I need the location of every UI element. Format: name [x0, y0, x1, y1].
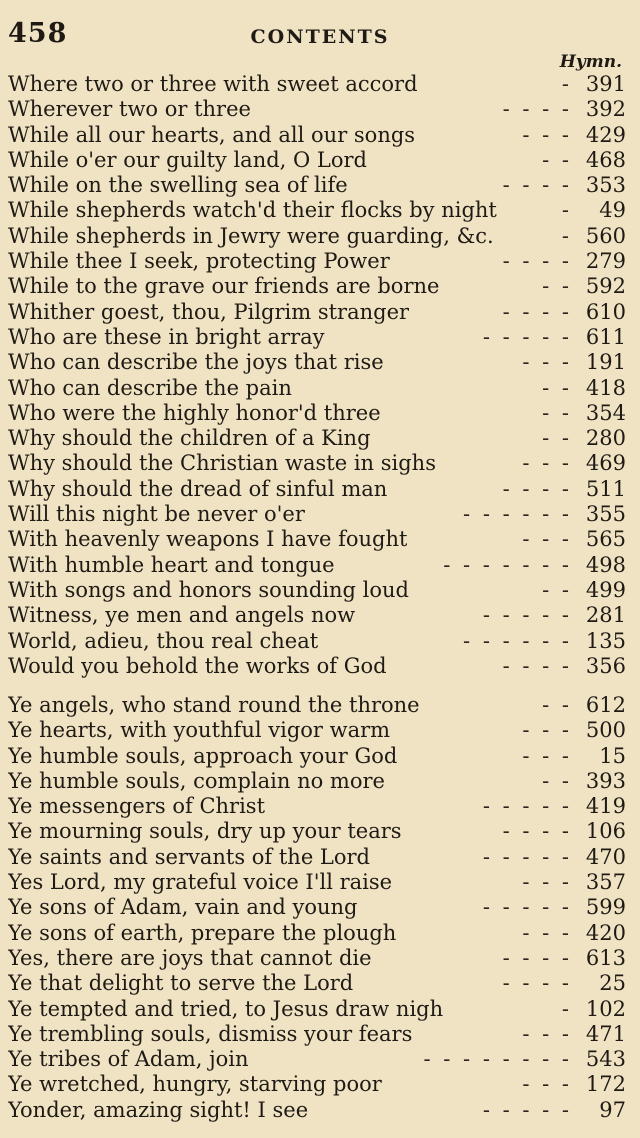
hymn-column-heading: Hymn. [559, 52, 622, 72]
hymn-first-line: While to the grave our friends are borne [8, 274, 440, 299]
hymn-first-line: Ye saints and servants of the Lord [8, 844, 371, 869]
dot-leader: - - [542, 375, 572, 400]
hymn-number: 420 [585, 920, 626, 945]
hymn-number: 106 [585, 819, 626, 844]
index-entry [8, 744, 626, 769]
hymn-number: 613 [585, 945, 626, 970]
hymn-number: 191 [585, 350, 626, 375]
index-entry [8, 845, 626, 870]
hymn-first-line: Yes Lord, my grateful voice I'll raise [8, 870, 393, 895]
dot-leader: - - - - [502, 945, 572, 970]
hymn-number: 49 [599, 198, 626, 223]
index-entry [8, 477, 626, 502]
hymn-first-line: While o'er our guilty land, O Lord [8, 147, 367, 172]
hymn-first-line: Ye trembling souls, dismiss your fears [8, 1021, 413, 1046]
hymn-first-line: Why should the dread of sinful man [8, 476, 388, 501]
dot-leader: - - - [522, 451, 572, 476]
index-entry [8, 198, 626, 223]
index-entry [8, 401, 626, 426]
hymn-first-line: Will this night be never o'er [8, 502, 305, 527]
hymn-number: 500 [585, 718, 626, 743]
index-entry [8, 769, 626, 794]
page-number: 458 [8, 18, 68, 49]
hymn-number: 543 [585, 1047, 626, 1072]
hymn-first-line: With songs and honors sounding loud [8, 577, 409, 602]
dot-leader: - - [542, 400, 572, 425]
hymn-number: 469 [585, 451, 626, 476]
index-entry [8, 895, 626, 920]
dot-leader: - - - - [502, 97, 572, 122]
index-entry [8, 451, 626, 476]
hymn-number: 470 [585, 844, 626, 869]
dot-leader: - - - - [502, 971, 572, 996]
dot-leader: - - - [522, 350, 572, 375]
dot-leader: - - [542, 693, 572, 717]
dot-leader: - - - - [502, 249, 572, 274]
hymn-first-line: Ye wretched, hungry, starving poor [8, 1072, 382, 1097]
hymn-first-line: World, adieu, thou real cheat [8, 628, 319, 653]
dot-leader: - - - - [502, 299, 572, 324]
index-entry [8, 249, 626, 274]
hymn-first-line: While on the swelling sea of life [8, 173, 348, 198]
hymn-number: 354 [585, 400, 626, 425]
index-group-w [8, 72, 626, 679]
hymn-number: 172 [585, 1072, 626, 1097]
hymn-first-line: Ye mourning souls, dry up your tears [8, 819, 402, 844]
index-entry [8, 1047, 626, 1072]
dot-leader: - [561, 72, 572, 96]
hymn-first-line: Yonder, amazing sight! I see [8, 1097, 309, 1122]
dot-leader: - - [542, 577, 572, 602]
dot-leader: - - - - [502, 173, 572, 198]
index-entry [8, 718, 626, 743]
hymn-number: 592 [585, 274, 626, 299]
hymn-first-line: Ye sons of earth, prepare the plough [8, 920, 397, 945]
index-entry [8, 72, 626, 97]
index-entry [8, 603, 626, 628]
index-entry [8, 553, 626, 578]
hymn-first-line: With humble heart and tongue [8, 552, 335, 577]
hymn-number: 612 [585, 693, 626, 717]
hymn-first-line: Ye tempted and tried, to Jesus draw nigh [8, 996, 444, 1021]
hymn-first-line: Ye angels, who stand round the throne [8, 693, 420, 717]
index-entry [8, 946, 626, 971]
index-entry [8, 426, 626, 451]
hymn-number: 499 [585, 577, 626, 602]
hymn-first-line: With heavenly weapons I have fought [8, 527, 408, 552]
hymn-first-line: Who are these in bright array [8, 324, 325, 349]
hymn-number: 565 [585, 527, 626, 552]
dot-leader: - - - [522, 1021, 572, 1046]
index-entry [8, 123, 626, 148]
hymn-number: 279 [585, 249, 626, 274]
index-entry [8, 693, 626, 718]
hymn-number: 15 [599, 743, 626, 768]
hymn-number: 391 [585, 72, 626, 96]
index-group-y [8, 693, 626, 1123]
hymn-first-line: Whither goest, thou, Pilgrim stranger [8, 299, 410, 324]
hymn-first-line: Who can describe the joys that rise [8, 350, 384, 375]
dot-leader: - - - - - - - - [423, 1047, 572, 1072]
hymn-first-line: While thee I seek, protecting Power [8, 249, 390, 274]
hymn-first-line: Why should the Christian waste in sighs [8, 451, 436, 476]
index-entry [8, 1098, 626, 1123]
dot-leader: - - - - [502, 476, 572, 501]
index-entry [8, 527, 626, 552]
running-title: CONTENTS [250, 26, 390, 48]
dot-leader: - - - [522, 1072, 572, 1097]
hymn-number: 498 [585, 552, 626, 577]
dot-leader: - - - - - [482, 794, 572, 819]
hymn-first-line: Would you behold the works of God [8, 653, 387, 678]
dot-leader: - - [542, 147, 572, 172]
index-entry [8, 1022, 626, 1047]
dot-leader: - - [542, 426, 572, 451]
dot-leader: - - - [522, 122, 572, 147]
hymn-first-line: While shepherds watch'd their flocks by night [8, 198, 497, 223]
dot-leader: - - - - - - - [443, 552, 572, 577]
index-entry [8, 502, 626, 527]
hymn-number: 560 [585, 223, 626, 248]
hymn-number: 97 [599, 1097, 626, 1122]
dot-leader: - - - [522, 870, 572, 895]
hymn-number: 511 [585, 476, 626, 501]
index-entry [8, 629, 626, 654]
index-entry [8, 870, 626, 895]
hymn-number: 468 [585, 147, 626, 172]
index-entry [8, 325, 626, 350]
index-entry [8, 819, 626, 844]
hymn-first-line: Why should the children of a King [8, 426, 371, 451]
hymn-number: 429 [585, 122, 626, 147]
dot-leader: - - - - [502, 653, 572, 678]
dot-leader: - - - - - [482, 895, 572, 920]
hymn-first-line: Witness, ye men and angels now [8, 603, 356, 628]
index-entry [8, 654, 626, 679]
index-entry [8, 173, 626, 198]
dot-leader: - - - - - [482, 324, 572, 349]
hymn-first-line: While all our hearts, and all our songs [8, 122, 416, 147]
index-entry [8, 376, 626, 401]
index-entry [8, 1072, 626, 1097]
hymn-number: 392 [585, 97, 626, 122]
hymn-number: 393 [585, 768, 626, 793]
dot-leader: - - - - [502, 819, 572, 844]
index-entry [8, 921, 626, 946]
hymn-number: 418 [585, 375, 626, 400]
hymn-first-line: Who were the highly honor'd three [8, 400, 381, 425]
hymn-first-line: Ye tribes of Adam, join [8, 1047, 249, 1072]
index-entry [8, 224, 626, 249]
dot-leader: - - - - - [482, 603, 572, 628]
hymn-first-line: Ye humble souls, complain no more [8, 768, 385, 793]
dot-leader: - - [542, 768, 572, 793]
hymn-number: 355 [585, 502, 626, 527]
index-entry [8, 997, 626, 1022]
hymn-first-line: Where two or three with sweet accord [8, 72, 418, 96]
index-entry [8, 971, 626, 996]
hymn-number: 471 [585, 1021, 626, 1046]
index-entry [8, 97, 626, 122]
hymn-number: 599 [585, 895, 626, 920]
hymn-first-line: Ye humble souls, approach your God [8, 743, 398, 768]
hymn-number: 357 [585, 870, 626, 895]
hymn-first-line: Ye sons of Adam, vain and young [8, 895, 358, 920]
hymn-number: 353 [585, 173, 626, 198]
dot-leader: - - - [522, 743, 572, 768]
index-entry [8, 300, 626, 325]
hymn-number: 281 [585, 603, 626, 628]
dot-leader: - - - - - [482, 1097, 572, 1122]
dot-leader: - - [542, 274, 572, 299]
hymn-first-line: While shepherds in Jewry were guarding, &c. [8, 223, 494, 248]
hymn-number: 102 [585, 996, 626, 1021]
hymn-number: 25 [599, 971, 626, 996]
hymn-number: 356 [585, 653, 626, 678]
hymn-number: 419 [585, 794, 626, 819]
hymn-first-line: Yes, there are joys that cannot die [8, 945, 372, 970]
dot-leader: - - - - - - [463, 502, 572, 527]
index-entry [8, 794, 626, 819]
hymn-number: 610 [585, 299, 626, 324]
hymn-first-line: Ye hearts, with youthful vigor warm [8, 718, 391, 743]
dot-leader: - - - - - - [463, 628, 572, 653]
dot-leader: - [561, 996, 572, 1021]
hymn-first-line: Wherever two or three [8, 97, 251, 122]
hymn-first-line: Ye that delight to serve the Lord [8, 971, 354, 996]
hymn-number: 135 [585, 628, 626, 653]
dot-leader: - - - [522, 527, 572, 552]
hymn-number: 280 [585, 426, 626, 451]
hymn-first-line: Who can describe the pain [8, 375, 292, 400]
index-entry [8, 350, 626, 375]
index-entry [8, 148, 626, 173]
dot-leader: - - - [522, 718, 572, 743]
dot-leader: - [561, 198, 572, 223]
dot-leader: - - - [522, 920, 572, 945]
dot-leader: - - - - - [482, 844, 572, 869]
index-entry [8, 578, 626, 603]
index-entry [8, 274, 626, 299]
hymn-number: 611 [585, 324, 626, 349]
hymn-first-line: Ye messengers of Christ [8, 794, 266, 819]
dot-leader: - [561, 223, 572, 248]
